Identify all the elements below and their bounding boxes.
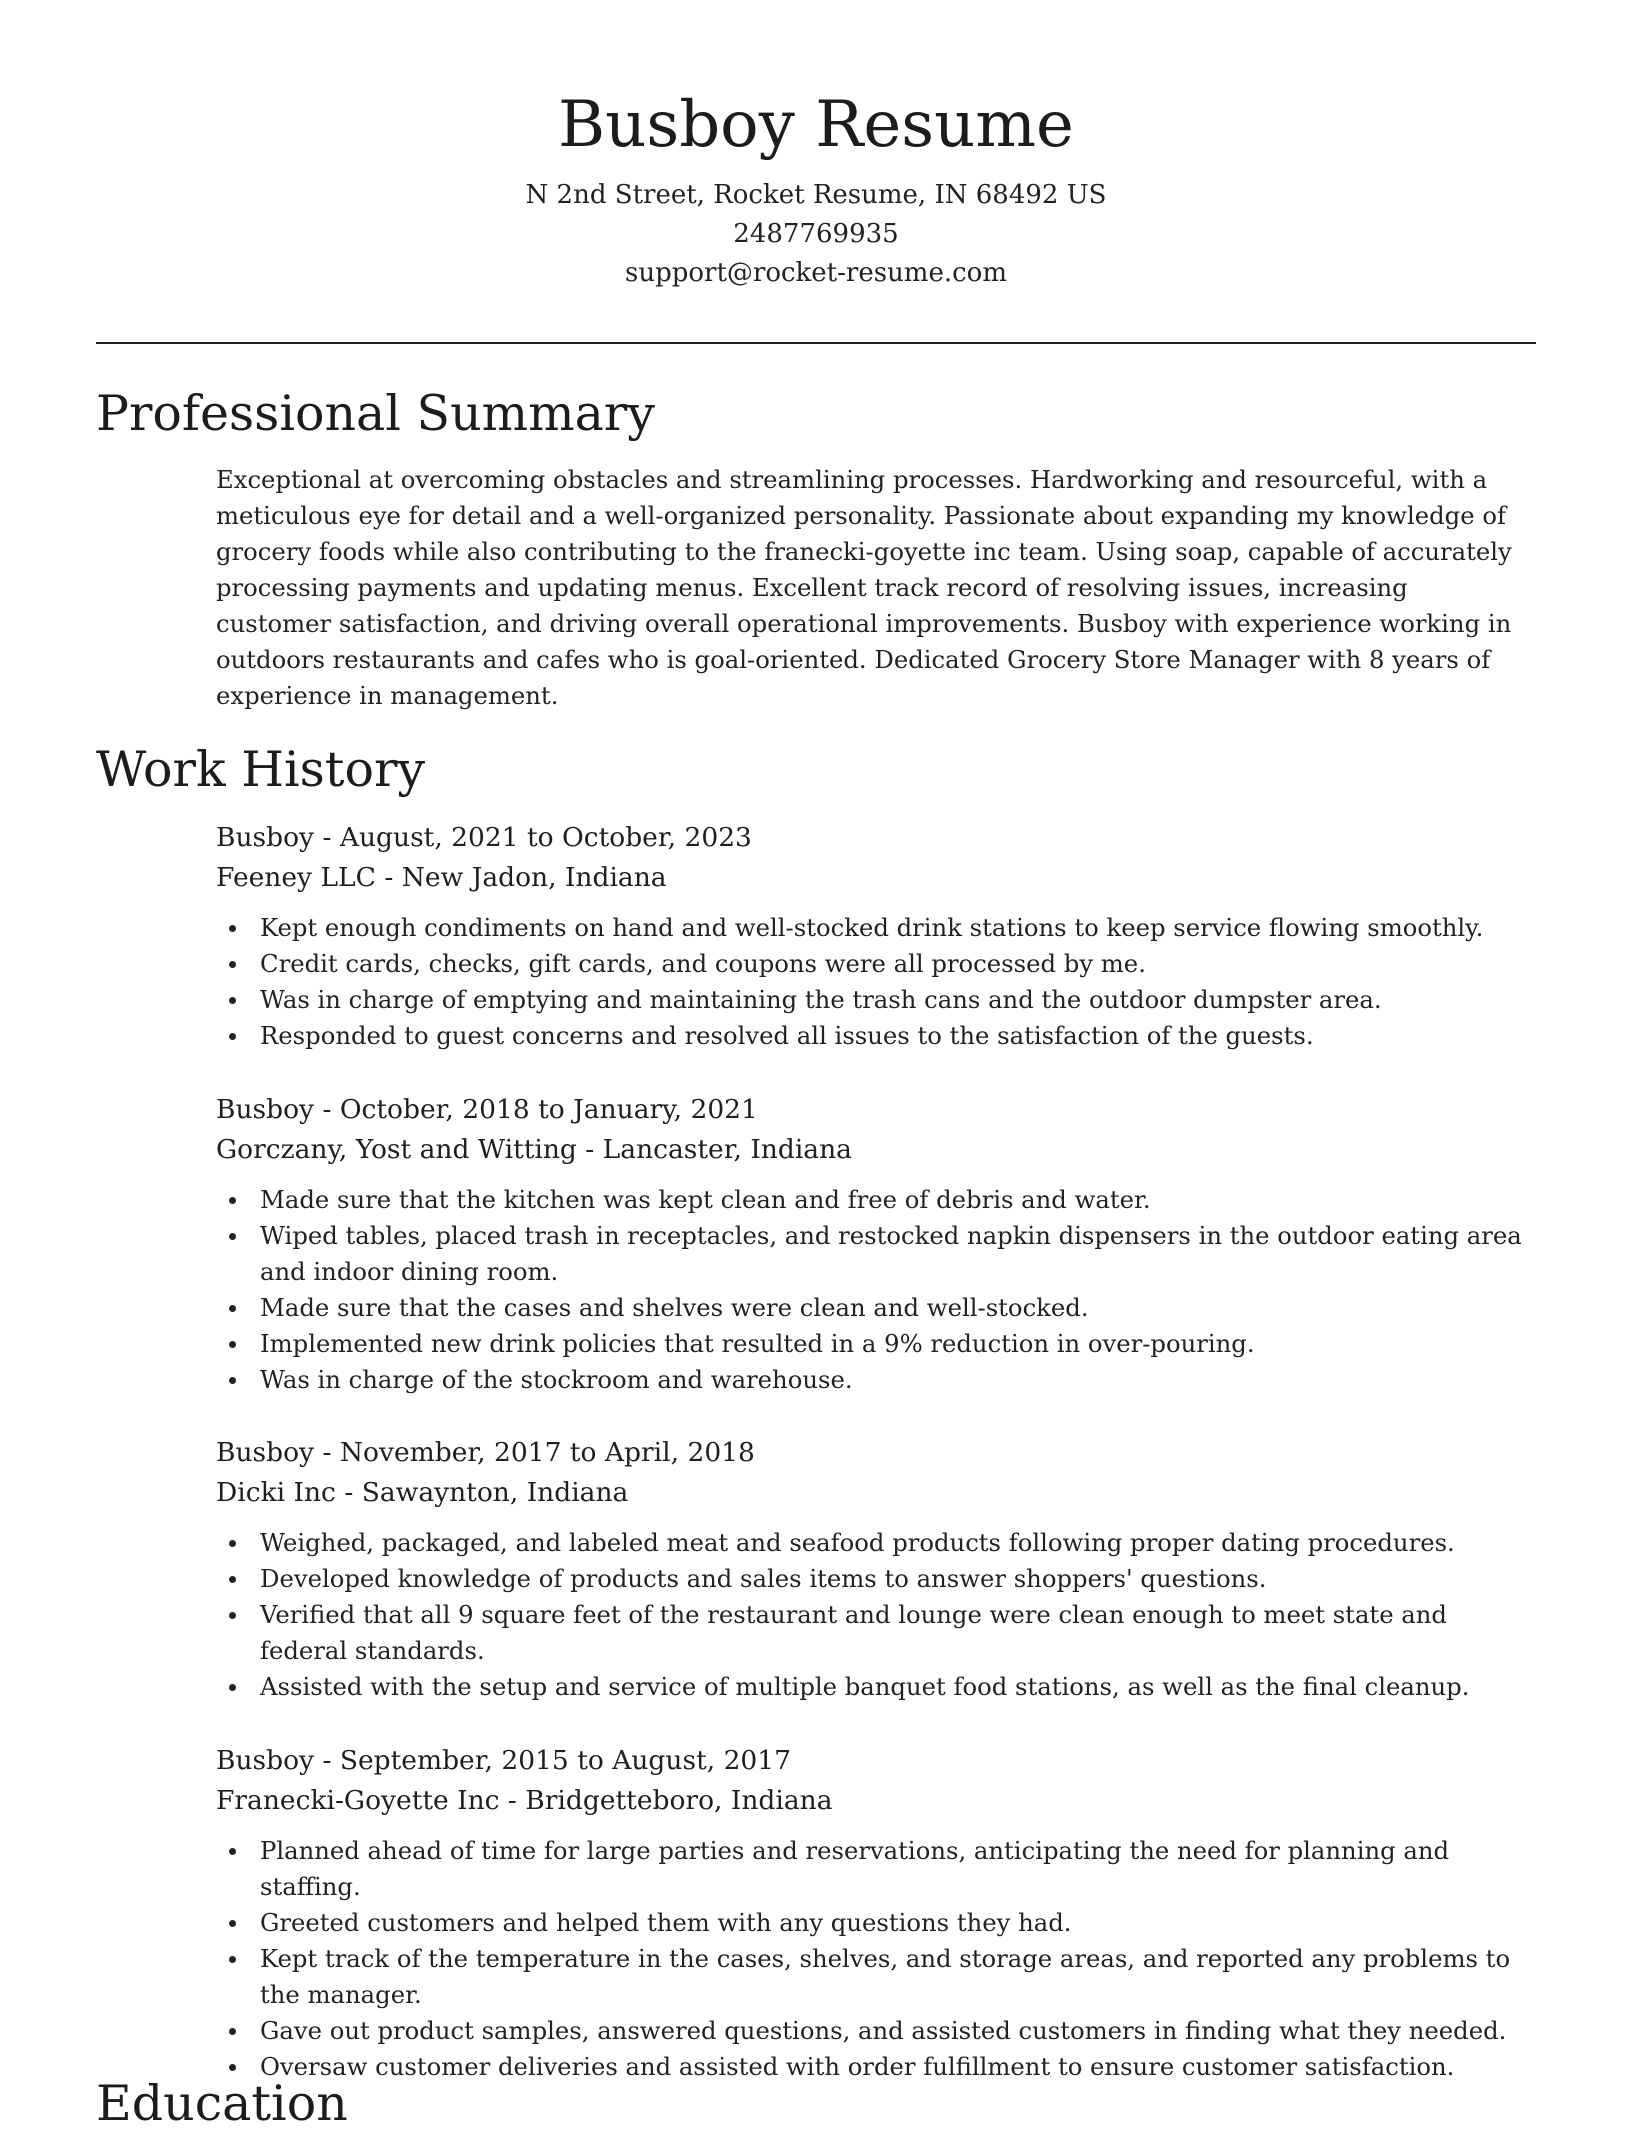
bullet-dot-icon	[229, 1233, 236, 1240]
job-bullet-list	[216, 1833, 1526, 2085]
bullet-dot-icon	[229, 1033, 236, 1040]
bullet-dot-icon	[229, 1197, 236, 1204]
job-company: Franecki-Goyette Inc - Bridgetteboro, Indiana	[216, 1785, 833, 1816]
bullet-dot-icon	[229, 1920, 236, 1927]
job-entry	[216, 1741, 1526, 2085]
bullet-dot-icon	[229, 1341, 236, 1348]
job-bullet: Developed knowledge of products and sales items to answer shoppers' questions.	[216, 1561, 1526, 1597]
bullet-dot-icon	[229, 997, 236, 1004]
job-bullet: Credit cards, checks, gift cards, and coupons were all processed by me.	[216, 946, 1526, 982]
job-title: Busboy - November, 2017 to April, 2018	[216, 1437, 755, 1468]
summary-heading: Professional Summary	[96, 385, 655, 442]
education-heading: Education	[96, 2075, 348, 2132]
bullet-dot-icon	[229, 1684, 236, 1691]
job-entry	[216, 1090, 1526, 1398]
resume-title: Busboy Resume	[558, 88, 1074, 162]
job-bullet: Implemented new drink policies that resulted in a 9% reduction in over-pouring.	[216, 1326, 1526, 1362]
header-divider	[96, 342, 1536, 344]
job-entry	[216, 1433, 1526, 1705]
job-bullet: Oversaw customer deliveries and assisted with order fulfillment to ensure customer satisfaction.	[216, 2049, 1526, 2085]
job-bullet: Wiped tables, placed trash in receptacles, and restocked napkin dispensers in the outdoor eating area and indoor dining room.	[216, 1218, 1526, 1290]
bullet-dot-icon	[229, 961, 236, 968]
job-entry	[216, 818, 1526, 1054]
job-bullet: Planned ahead of time for large parties and reservations, anticipating the need for planning and staffing.	[216, 1833, 1526, 1905]
bullet-dot-icon	[229, 1848, 236, 1855]
job-company: Gorczany, Yost and Witting - Lancaster, Indiana	[216, 1134, 852, 1165]
job-title: Busboy - October, 2018 to January, 2021	[216, 1094, 758, 1125]
job-bullet: Was in charge of emptying and maintaining the trash cans and the outdoor dumpster area.	[216, 982, 1526, 1018]
job-bullet: Made sure that the kitchen was kept clean and free of debris and water.	[216, 1182, 1526, 1218]
job-bullet: Kept track of the temperature in the cases, shelves, and storage areas, and reported any problems to the manager.	[216, 1941, 1526, 2013]
job-title: Busboy - September, 2015 to August, 2017	[216, 1745, 792, 1776]
job-bullet: Verified that all 9 square feet of the restaurant and lounge were clean enough to meet state and federal standards.	[216, 1597, 1526, 1669]
job-bullet: Kept enough condiments on hand and well-stocked drink stations to keep service flowing smoothly.	[216, 910, 1526, 946]
job-company: Feeney LLC - New Jadon, Indiana	[216, 862, 667, 893]
bullet-dot-icon	[229, 1576, 236, 1583]
job-bullet: Greeted customers and helped them with any questions they had.	[216, 1905, 1526, 1941]
job-bullet-list	[216, 1182, 1526, 1398]
resume-header	[96, 80, 1536, 293]
contact-email: support@rocket-resume.com	[624, 258, 1007, 288]
bullet-dot-icon	[229, 2028, 236, 2035]
work-history-heading: Work History	[96, 741, 426, 798]
contact-address: N 2nd Street, Rocket Resume, IN 68492 US	[525, 180, 1107, 210]
bullet-dot-icon	[229, 925, 236, 932]
job-title: Busboy - August, 2021 to October, 2023	[216, 822, 752, 853]
job-bullet-list	[216, 910, 1526, 1054]
bullet-dot-icon	[229, 1956, 236, 1963]
bullet-dot-icon	[229, 1305, 236, 1312]
job-company: Dicki Inc - Sawaynton, Indiana	[216, 1477, 629, 1508]
contact-phone: 2487769935	[733, 219, 899, 249]
summary-text: Exceptional at overcoming obstacles and streamlining processes. Hardworking and resourceful, with a meticulous eye for detail and a well-organized personality. Passionate about expanding my knowledge of grocery foods while also contributing to the franecki-goyette inc team. Using soap, capable of accurately processing payments and updating menus. Excellent track record of resolving issues, increasing customer satisfaction, and driving overall operational improvements. Busboy with experience working in outdoors restaurants and cafes who is goal-oriented. Dedicated Grocery Store Manager with 8 years of experience in management.	[216, 465, 1512, 710]
bullet-dot-icon	[229, 1612, 236, 1619]
bullet-dot-icon	[229, 2064, 236, 2071]
job-bullet: Gave out product samples, answered questions, and assisted customers in finding what they needed.	[216, 2013, 1526, 2049]
job-bullet: Made sure that the cases and shelves were clean and well-stocked.	[216, 1290, 1526, 1326]
job-bullet: Weighed, packaged, and labeled meat and seafood products following proper dating procedures.	[216, 1525, 1526, 1561]
bullet-dot-icon	[229, 1377, 236, 1384]
job-bullet-list	[216, 1525, 1526, 1705]
job-bullet: Was in charge of the stockroom and warehouse.	[216, 1362, 1526, 1398]
job-bullet: Responded to guest concerns and resolved all issues to the satisfaction of the guests.	[216, 1018, 1526, 1054]
bullet-dot-icon	[229, 1540, 236, 1547]
job-bullet: Assisted with the setup and service of multiple banquet food stations, as well as the final cleanup.	[216, 1669, 1526, 1705]
